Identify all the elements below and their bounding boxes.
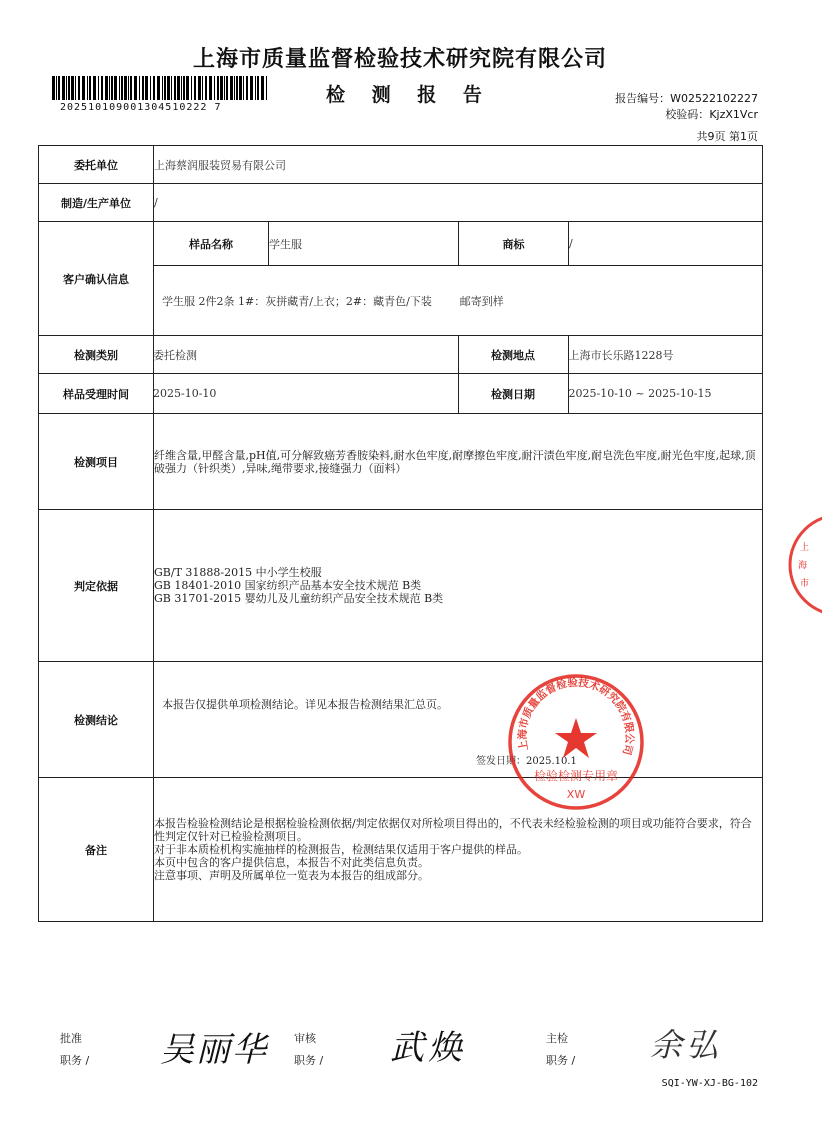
barcode-bar xyxy=(246,76,248,100)
sign-date-value: 2025.10.1 xyxy=(526,756,577,767)
barcode-bar xyxy=(209,76,212,100)
report-number-label: 报告编号： xyxy=(615,92,671,105)
seal-code: XW xyxy=(566,788,586,801)
barcode-bar xyxy=(162,76,163,100)
approve-label: 批准 xyxy=(60,1032,82,1045)
barcode-bar xyxy=(139,76,140,100)
barcode-number: 202510109001304510222 7 xyxy=(60,102,222,113)
page-info: 共9页 第1页 xyxy=(696,130,758,143)
barcode-bar xyxy=(266,76,267,100)
barcode-bar xyxy=(114,76,117,100)
barcode-bar xyxy=(205,76,207,100)
barcode-bar xyxy=(89,76,91,100)
report-title: 检 测 报 告 xyxy=(326,84,492,106)
client-value: 上海蔡润服装贸易有限公司 xyxy=(154,146,763,184)
barcode-bar xyxy=(198,76,201,100)
barcode-bar xyxy=(257,76,259,100)
manufacturer-row xyxy=(39,184,763,222)
barcode-bar xyxy=(186,76,189,100)
barcode-bar xyxy=(75,76,76,100)
sign-date-label: 签发日期： xyxy=(476,756,526,767)
receive-date-value: 2025-10-10 xyxy=(153,374,458,414)
barcode-bar xyxy=(142,76,144,100)
test-date-label: 检测日期 xyxy=(458,374,568,414)
svg-text:上: 上 xyxy=(800,543,810,553)
barcode-bar xyxy=(128,76,129,100)
barcode-bar xyxy=(167,76,170,100)
basis-value: GB/T 31888-2015 中小学生校服 GB 18401-2010 国家纺织产品基本安全技术规范 B类 GB 31701-2015 婴幼儿及儿童纺织产品安全技术规范 B类 xyxy=(154,510,763,662)
barcode-bar xyxy=(101,76,103,100)
test-date-value: 2025-10-10 ~ 2025-10-15 xyxy=(568,374,763,414)
check-code: KjzX1Vcr xyxy=(709,108,758,121)
official-seal xyxy=(506,672,646,812)
partial-edge-seal xyxy=(782,510,822,620)
test-items-value: 纤维含量,甲醛含量,pH值,可分解致癌芳香胺染料,耐水色牢度,耐摩擦色牢度,耐汗渍色牢度,耐皂洗色牢度,耐光色牢度,起球,顶破强力（针织类）,异味,绳带要求,接缝强力（面料） xyxy=(154,414,763,510)
test-location-label: 检测地点 xyxy=(458,336,568,374)
organization-name: 上海市质量监督检验技术研究院有限公司 xyxy=(192,47,607,72)
sample-name-value: 学生服 xyxy=(269,222,459,266)
barcode-bar xyxy=(62,76,65,100)
basis-label: 判定依据 xyxy=(39,510,154,662)
barcode-bar xyxy=(71,76,74,100)
approve-signature: 吴丽华 xyxy=(160,1030,268,1070)
receive-date-row xyxy=(39,374,763,414)
receive-date-label: 样品受理时间 xyxy=(39,374,154,414)
report-table xyxy=(38,145,763,922)
barcode-bar xyxy=(66,76,67,100)
barcode-bar xyxy=(130,76,132,100)
barcode-bar xyxy=(105,76,108,100)
form-code: SQI-YW-XJ-BG-102 xyxy=(661,1078,758,1089)
barcode-bar xyxy=(82,76,85,100)
barcode-bar xyxy=(121,76,123,100)
barcode-bar xyxy=(226,76,228,100)
barcode-bar xyxy=(220,76,223,100)
barcode-bar xyxy=(202,76,203,100)
remarks-label: 备注 xyxy=(39,778,154,922)
barcode-bar xyxy=(234,76,235,100)
conclusion-row xyxy=(39,662,763,778)
barcode-bar xyxy=(177,76,180,100)
inspector-title: 职务 / xyxy=(546,1054,576,1067)
approve-title: 职务 / xyxy=(60,1054,90,1067)
barcode-bar xyxy=(93,76,96,100)
seal-text: 上海市质量监督检验技术研究院有限公司 xyxy=(516,676,636,757)
check-code-line xyxy=(665,106,758,122)
test-items-label: 检测项目 xyxy=(39,414,154,510)
barcode-bar xyxy=(109,76,110,100)
svg-text:海: 海 xyxy=(798,561,808,571)
test-items-row xyxy=(39,414,763,510)
barcode-bar xyxy=(243,76,244,100)
barcode-bar xyxy=(181,76,182,100)
barcode-bar xyxy=(145,76,148,100)
barcode-bar xyxy=(214,76,215,100)
conclusion-label: 检测结论 xyxy=(39,662,154,778)
test-type-row xyxy=(39,336,763,374)
barcode-bar xyxy=(157,76,160,100)
seal-inner-text: 检验检测专用章 xyxy=(533,769,619,783)
check-code-label: 校验码： xyxy=(665,108,710,121)
barcode-bar xyxy=(134,76,137,100)
test-type-label: 检测类别 xyxy=(39,336,154,374)
sample-description: 学生服 2件2条 1#：灰拼藏青/上衣；2#：藏青色/下装 邮寄到样 xyxy=(162,295,504,308)
customer-info-row xyxy=(39,222,763,336)
barcode-bar xyxy=(52,76,55,100)
barcode-bar xyxy=(56,76,57,100)
client-label: 委托单位 xyxy=(39,146,154,184)
inspector-label: 主检 xyxy=(546,1032,568,1045)
barcode-bar xyxy=(236,76,238,100)
manufacturer-label: 制造/生产单位 xyxy=(39,184,154,222)
barcode-bar xyxy=(255,76,256,100)
customer-info-label: 客户确认信息 xyxy=(39,222,154,336)
barcode-bar xyxy=(183,76,185,100)
test-type-value: 委托检测 xyxy=(153,336,458,374)
inspector-signature: 余弘 xyxy=(650,1026,723,1064)
barcode-bar xyxy=(78,76,80,100)
trademark-value: / xyxy=(569,222,763,266)
remarks-value: 本报告检验检测结论是根据检验检测依据/判定依据仅对所检项目得出的，不代表未经检验检测的项目或功能符合要求，符合性判定仅针对已检验检测项目。 对于非本质检机构实施抽样的检测报告，检测结果仅适用于客户提供的样品。 本页中包含的客户提供信息，本报告不对此类信息负责。 注意事项、声明及所属单位一览表为本报告的组成部分。 xyxy=(154,778,763,922)
barcode-bar xyxy=(261,76,264,100)
barcode-bar xyxy=(119,76,120,100)
test-location-value: 上海市长乐路1228号 xyxy=(568,336,763,374)
remarks-row xyxy=(39,778,763,922)
barcode-bar xyxy=(250,76,253,100)
review-signature: 武焕 xyxy=(390,1028,466,1068)
barcode-bar xyxy=(68,76,70,100)
sample-name-label: 样品名称 xyxy=(154,222,269,266)
barcode-bar xyxy=(98,76,99,100)
barcode-bar xyxy=(224,76,225,100)
barcode xyxy=(52,76,270,100)
barcode-bar xyxy=(164,76,166,100)
barcode-bar xyxy=(174,76,176,100)
review-label: 审核 xyxy=(294,1032,316,1045)
barcode-bar xyxy=(153,76,155,100)
report-number-line xyxy=(615,90,758,106)
barcode-bar xyxy=(191,76,192,100)
client-row xyxy=(39,146,763,184)
barcode-bar xyxy=(150,76,151,100)
barcode-bar xyxy=(87,76,88,100)
barcode-bar xyxy=(111,76,113,100)
barcode-bar xyxy=(58,76,60,100)
barcode-bar xyxy=(230,76,233,100)
basis-row xyxy=(39,510,763,662)
barcode-bar xyxy=(217,76,219,100)
barcode-bar xyxy=(171,76,172,100)
barcode-bar xyxy=(194,76,196,100)
manufacturer-value: / xyxy=(154,184,763,222)
trademark-label: 商标 xyxy=(459,222,569,266)
review-title: 职务 / xyxy=(294,1054,324,1067)
conclusion-value: 本报告仅提供单项检测结论。详见本报告检测结果汇总页。 xyxy=(162,698,448,711)
barcode-bar xyxy=(124,76,127,100)
barcode-bar xyxy=(239,76,242,100)
report-number: W02522102227 xyxy=(670,92,758,105)
svg-text:市: 市 xyxy=(800,579,810,589)
